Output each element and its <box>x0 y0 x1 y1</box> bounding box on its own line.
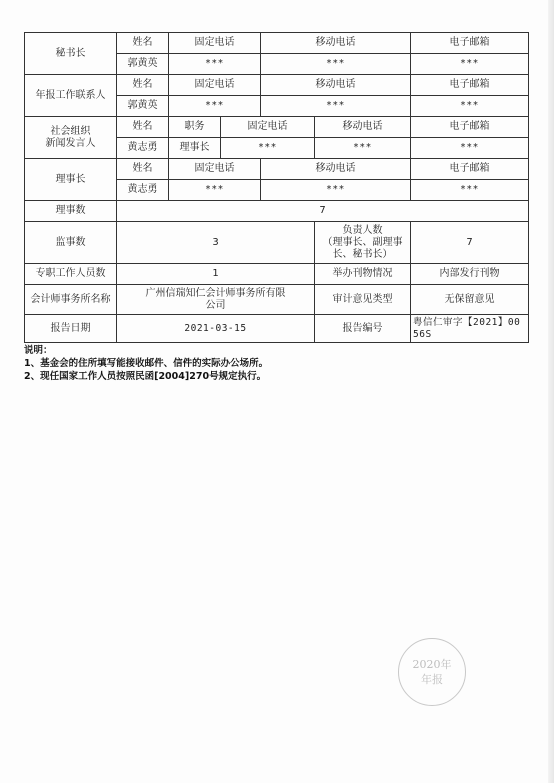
spokesperson-name: 黄志勇 <box>117 138 169 159</box>
table-row <box>25 117 529 138</box>
spokesperson-label-line1: 社会组织 <box>50 125 91 137</box>
header-email: 电子邮箱 <box>411 75 529 96</box>
table-row <box>25 264 529 285</box>
table-row <box>25 159 529 180</box>
audit-value: 无保留意见 <box>411 285 529 315</box>
secretary-label: 秘书长 <box>25 33 117 75</box>
header-email: 电子邮箱 <box>411 117 529 138</box>
report-date-value: 2021-03-15 <box>117 315 315 343</box>
annual-contact-mobile: *** <box>261 96 411 117</box>
table-row <box>25 315 529 343</box>
header-landline: 固定电话 <box>221 117 315 138</box>
leaders-label-line2: （理事长、副理事 <box>322 236 403 248</box>
header-position: 职务 <box>169 117 221 138</box>
staff-value: 1 <box>117 264 315 285</box>
secretary-email: *** <box>411 54 529 75</box>
header-name: 姓名 <box>117 159 169 180</box>
supervisors-value: 3 <box>117 222 315 264</box>
accounting-value-line1: 广州信瑞知仁会计师事务所有限 <box>145 287 286 299</box>
leaders-value: 7 <box>411 222 529 264</box>
accounting-value-line2: 公司 <box>205 299 226 311</box>
header-mobile: 移动电话 <box>261 33 411 54</box>
page-edge <box>548 0 554 783</box>
table-row <box>25 33 529 54</box>
annual-contact-name: 郭黄英 <box>117 96 169 117</box>
accounting-label: 会计师事务所名称 <box>25 285 117 315</box>
header-email: 电子邮箱 <box>411 33 529 54</box>
leaders-label-line1: 负责人数 <box>342 224 383 236</box>
chairman-landline: *** <box>169 180 261 201</box>
header-mobile: 移动电话 <box>315 117 411 138</box>
chairman-name: 黄志勇 <box>117 180 169 201</box>
directors-value: 7 <box>117 201 529 222</box>
supervisors-label: 监事数 <box>25 222 117 264</box>
secretary-mobile: *** <box>261 54 411 75</box>
info-form-table <box>24 32 529 343</box>
report-number-line1: 粤信仁审字【2021】00 <box>413 316 521 328</box>
report-number-value <box>411 315 529 343</box>
header-name: 姓名 <box>117 117 169 138</box>
audit-label: 审计意见类型 <box>315 285 411 315</box>
secretary-landline: *** <box>169 54 261 75</box>
header-name: 姓名 <box>117 75 169 96</box>
notes <box>24 344 524 383</box>
leaders-label <box>315 222 411 264</box>
annual-contact-landline: *** <box>169 96 261 117</box>
publication-value: 内部发行刊物 <box>411 264 529 285</box>
publication-label: 举办刊物情况 <box>315 264 411 285</box>
header-mobile: 移动电话 <box>261 75 411 96</box>
spokesperson-position: 理事长 <box>169 138 221 159</box>
stamp-line2: 年报 <box>421 673 443 686</box>
accounting-value <box>117 285 315 315</box>
header-name: 姓名 <box>117 33 169 54</box>
header-landline: 固定电话 <box>169 33 261 54</box>
spokesperson-mobile: *** <box>315 138 411 159</box>
spokesperson-landline: *** <box>221 138 315 159</box>
spokesperson-email: *** <box>411 138 529 159</box>
report-number-label: 报告编号 <box>315 315 411 343</box>
notes-item-1: 1、基金会的住所填写能接收邮件、信件的实际办公场所。 <box>24 358 269 369</box>
annual-report-stamp <box>398 638 466 706</box>
table-row <box>25 201 529 222</box>
annual-contact-email: *** <box>411 96 529 117</box>
directors-label: 理事数 <box>25 201 117 222</box>
header-mobile: 移动电话 <box>261 159 411 180</box>
table-row <box>25 222 529 264</box>
header-landline: 固定电话 <box>169 75 261 96</box>
stamp-line1: 2020年 <box>412 658 452 671</box>
notes-title: 说明： <box>24 345 53 356</box>
chairman-mobile: *** <box>261 180 411 201</box>
secretary-name: 郭黄英 <box>117 54 169 75</box>
chairman-label: 理事长 <box>25 159 117 201</box>
spokesperson-label <box>25 117 117 159</box>
table-row <box>25 75 529 96</box>
header-email: 电子邮箱 <box>411 159 529 180</box>
notes-item-2: 2、现任国家工作人员按照民函[2004]270号规定执行。 <box>24 371 267 382</box>
table-row <box>25 285 529 315</box>
annual-contact-label: 年报工作联系人 <box>25 75 117 117</box>
header-landline: 固定电话 <box>169 159 261 180</box>
leaders-label-line3: 长、秘书长） <box>332 248 393 260</box>
chairman-email: *** <box>411 180 529 201</box>
report-number-line2: 56S <box>413 328 432 340</box>
spokesperson-label-line2: 新闻发言人 <box>45 137 96 149</box>
staff-label: 专职工作人员数 <box>25 264 117 285</box>
report-date-label: 报告日期 <box>25 315 117 343</box>
